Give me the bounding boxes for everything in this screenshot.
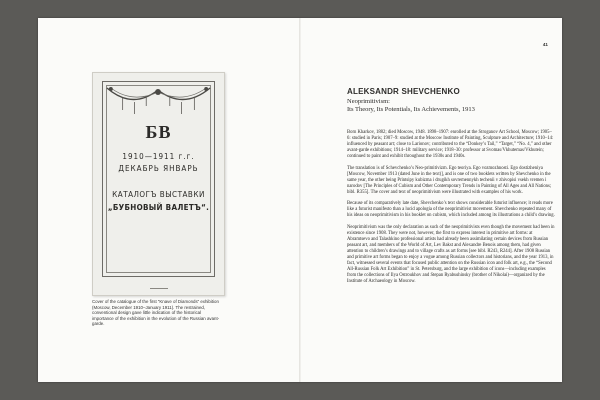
body-text: [347, 130, 555, 290]
garland-ornament: [103, 84, 214, 118]
cover-exhibition-title: „БУБНОВЫЙ ВАЛЕТЪ“.: [107, 203, 210, 212]
essay-title-line-2: Its Theory, Its Potentials, Its Achievements, 1913: [347, 106, 475, 113]
right-page: [300, 18, 562, 382]
cover-years: 1910—1911 г.г.: [122, 152, 195, 161]
left-page: [38, 18, 300, 382]
essay-title: [347, 98, 557, 114]
paragraph-futurist-influence: Because of its comparatively late date, Shevchenko’s text shows considerable futurist influence; it reads more like a futurist manifesto than a lucid apologia of the neoprimitivist movement. Shevchenko repeated many of his ideas on neoprimitivism in his booklet on cubism, which included among its illustrations a child’s drawing.: [347, 201, 555, 218]
page-number: 41: [542, 42, 548, 47]
cover-catalogue-label: КАТАЛОГЪ ВЫСТАВКИ: [112, 190, 205, 199]
cover-months: ДЕКАБРЬ ЯНВАРЬ: [118, 164, 199, 173]
paragraph-neoprimitivism: Neoprimitivism was the only declaration as such of the neoprimitivists even though the movement had been in existence since 1908. They were not, however, the first to express interest in primitive art forms: at Abramtsevo and Talashkino professional artists had already been assimilating certain devices from Russian peasant art, and members of the World of Art, Lev Bakst and Alexandre Benois among them, had given attention to children’s drawings and to village crafts as art forms [see bibl. R243, R244]. After 1908 Russian and primitive art forms began to enjoy a vogue among Russian collectors and historians, and the year 1913, in fact, witnessed several events that focused public attention on the Russian icon and folk art, e.g., the “Second All-Russian Folk Art Exhibition” in St. Petersburg, and the large exhibition of icons—including examples from the collections of Ilya Ostroukhov and Stepan Ryabushinsky (brother of Nikolai)—organized by the Institute of Archaeology in Moscow.: [347, 224, 555, 284]
figure-caption: Cover of the catalogue of the first “Knave of Diamonds” exhibition (Moscow, December 1910–January 1911). The restrained, conventional design gave little indication of the historical importance of the exhibition in the evolution of the Russian avant-garde.: [92, 299, 220, 327]
cover-monogram: БВ: [145, 122, 172, 142]
paragraph-biography: Born Kharkov, 1882; died Moscow, 1948. 1898–1907: enrolled at the Stroganov Art School, Moscow; 1905–6: studied in Paris; 1907–9: studied at the Moscow Institute of Painting, Sculpture and Architecture; 1910–14: influenced by peasant art; close to Larionov; contributed to the “Donkey’s Tail,” “Target,” “No. 4,” and other avant-garde exhibitions; 1914–18: military service; 1918–30: professor at Svomas/Vkhutemas/Vkhutein; continued to paint and exhibit throughout the 1930s and 1940s.: [347, 130, 554, 159]
book-spread: [38, 18, 562, 382]
cover-printer-mark: [150, 282, 168, 289]
catalogue-cover-image: [92, 72, 225, 296]
cover-frame: [102, 81, 215, 277]
paragraph-translation: The translation is of Schevchenko’s Neo-primitivizm. Ego teoriya. Ego vozmozhnosti. Ego dostizheniya [Moscow, November 1913 (dated June in the text)], and is one of two booklets written by Shevchenko in the same year, the other being Printsipy kubizma i drugikh sovremennykh techenii v zhivopisi vsekh vremen i narodov [The Principles of Cubism and Other Contemporary Trends in Painting of All Ages and All Nations; bibl. R355]. The cover and text of neoprimitivism were illustrated with examples of his work.: [347, 165, 552, 195]
essay-title-line-1: Neoprimitivism:: [347, 98, 390, 105]
artist-heading: ALEKSANDR SHEVCHENKO: [347, 87, 460, 96]
